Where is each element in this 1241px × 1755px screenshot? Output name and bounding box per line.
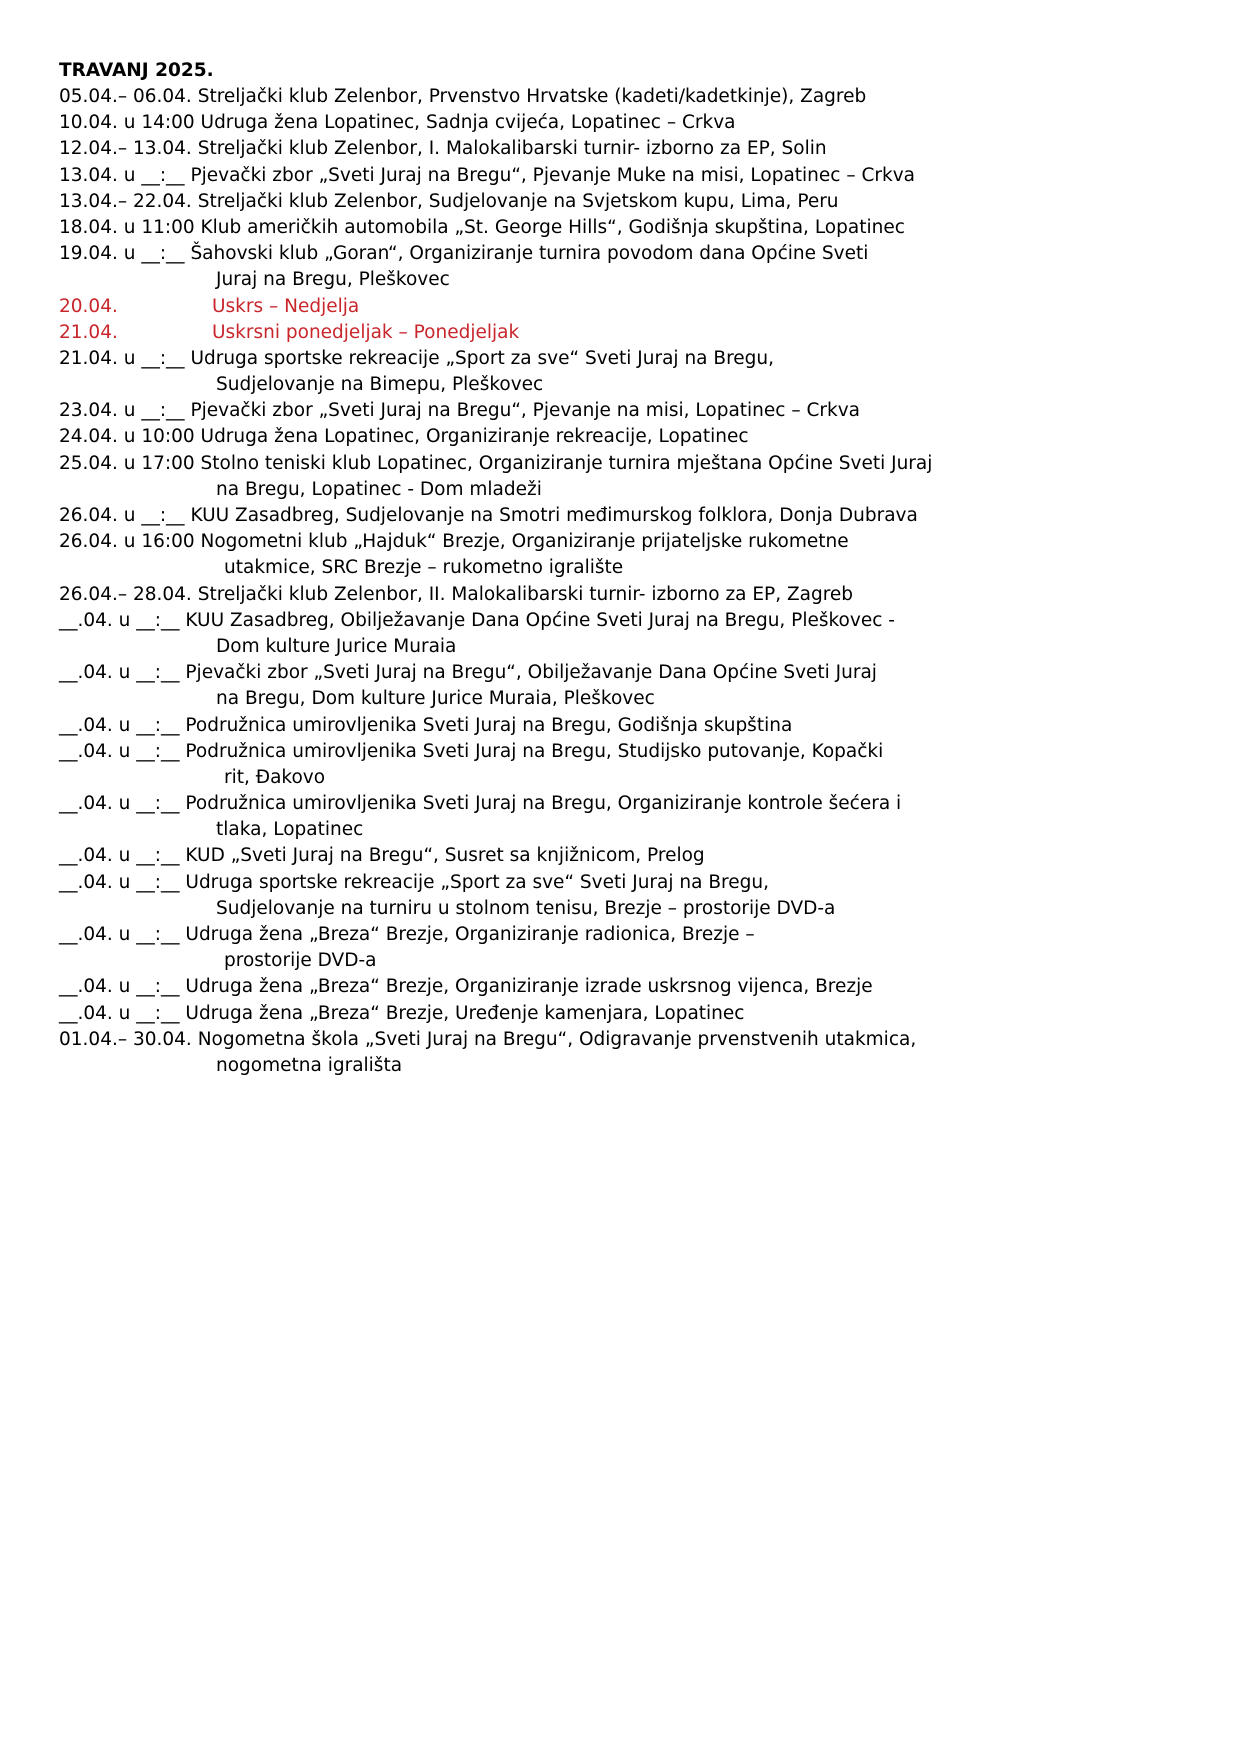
event-line: __.04. u __:__ Udruga žena „Breza“ Brezje, Organiziranje radionica, Brezje – xyxy=(59,924,755,945)
event-entry xyxy=(59,1001,1179,1027)
event-line-continuation: rit, Đakovo xyxy=(224,766,326,788)
holiday-label: Uskrsni ponedjeljak – Ponedjeljak xyxy=(212,321,520,343)
event-entry xyxy=(59,163,1179,189)
event-line-continuation: Juraj na Bregu, Pleškovec xyxy=(216,269,450,291)
event-line: 26.04.– 28.04. Streljački klub Zelenbor, II. Malokalibarski turnir- izborno za EP, Zagreb xyxy=(59,583,854,605)
event-line-continuation: Sudjelovanje na Bimepu, Pleškovec xyxy=(216,374,544,396)
holiday-date: 20.04. xyxy=(59,295,118,317)
event-line: 26.04. u 16:00 Nogometni klub „Hajduk“ Brezje, Organiziranje prijateljske rukometne xyxy=(59,531,849,553)
event-line: 21.04. u __:__ Udruga sportske rekreacije „Sport za sve“ Sveti Juraj na Bregu, xyxy=(59,347,775,369)
event-line: __.04. u __:__ Udruga sportske rekreacije „Sport za sve“ Sveti Juraj na Bregu, xyxy=(59,871,769,893)
event-entry xyxy=(59,346,1179,398)
event-line: __.04. u __:__ Podružnica umirovljenika Sveti Juraj na Bregu, Organiziranje kontrole šećera i xyxy=(59,793,902,815)
event-line: 13.04.– 22.04. Streljački klub Zelenbor, Sudjelovanje na Svjetskom kupu, Lima, Peru xyxy=(59,190,839,212)
event-line-continuation: na Bregu, Dom kulture Jurice Muraia, Pleškovec xyxy=(216,688,655,710)
event-line: 19.04. u __:__ Šahovski klub „Goran“, Organiziranje turnira povodom dana Općine Sveti xyxy=(59,243,869,265)
event-line: 10.04. u 14:00 Udruga žena Lopatinec, Sadnja cvijeća, Lopatinec – Crkva xyxy=(59,112,736,134)
event-entry xyxy=(59,189,1179,215)
event-entry xyxy=(59,660,1179,712)
event-line: 13.04. u __:__ Pjevački zbor „Sveti Juraj na Bregu“, Pjevanje Muke na misi, Lopatinec – Crkva xyxy=(59,164,915,186)
event-line: 25.04. u 17:00 Stolno teniski klub Lopatinec, Organiziranje turnira mještana Općine Sveti Juraj xyxy=(59,452,933,474)
event-line: __.04. u __:__ Podružnica umirovljenika Sveti Juraj na Bregu, Studijsko putovanje, Kopački xyxy=(59,740,884,762)
event-line: 05.04.– 06.04. Streljački klub Zelenbor, Prvenstvo Hrvatske (kadeti/kadetkinje), Zagreb xyxy=(59,86,867,107)
event-entry xyxy=(59,922,1179,974)
event-entry xyxy=(59,739,1179,791)
event-line: __.04. u __:__ Pjevački zbor „Sveti Juraj na Bregu“, Obilježavanje Dana Općine Sveti Juraj xyxy=(59,662,877,684)
event-line: __.04. u __:__ KUD „Sveti Juraj na Bregu“, Susret sa knjižnicom, Prelog xyxy=(59,845,705,867)
event-entry xyxy=(59,424,1179,450)
event-entry xyxy=(59,608,1179,660)
event-entry xyxy=(59,870,1179,922)
event-line: 24.04. u 10:00 Udruga žena Lopatinec, Organiziranje rekreacije, Lopatinec xyxy=(59,426,749,448)
holiday-date: 21.04. xyxy=(59,321,118,343)
event-line: 23.04. u __:__ Pjevački zbor „Sveti Juraj na Bregu“, Pjevanje na misi, Lopatinec – Crkva xyxy=(59,400,860,422)
event-line: 26.04. u __:__ KUU Zasadbreg, Sudjelovanje na Smotri međimurskog folklora, Donja Dubrava xyxy=(59,505,918,526)
document-page xyxy=(59,58,1179,1079)
event-line: 12.04.– 13.04. Streljački klub Zelenbor, I. Malokalibarski turnir- izborno za EP, Solin xyxy=(59,138,827,160)
event-entry xyxy=(59,1027,1179,1079)
event-line-continuation: prostorije DVD-a xyxy=(224,950,377,972)
event-entry xyxy=(59,529,1179,581)
event-entry xyxy=(59,843,1179,869)
event-line: __.04. u __:__ Udruga žena „Breza“ Brezje, Uređenje kamenjara, Lopatinec xyxy=(59,1002,745,1024)
holiday-entry xyxy=(59,320,1179,346)
event-line: __.04. u __:__ Udruga žena „Breza“ Brezje, Organiziranje izrade uskrsnog vijenca, Brezje xyxy=(59,976,873,998)
event-entry xyxy=(59,791,1179,843)
event-line-continuation: utakmice, SRC Brezje – rukometno igralište xyxy=(224,557,624,579)
event-entry xyxy=(59,136,1179,162)
event-entry xyxy=(59,398,1179,424)
page-title: TRAVANJ 2025. xyxy=(59,60,214,81)
event-line: 01.04.– 30.04. Nogometna škola „Sveti Juraj na Bregu“, Odigravanje prvenstvenih utakmica, xyxy=(59,1028,917,1050)
event-entry xyxy=(59,110,1179,136)
event-line-continuation: nogometna igrališta xyxy=(216,1054,403,1076)
event-entry xyxy=(59,84,1179,110)
holiday-label: Uskrs – Nedjelja xyxy=(212,295,360,317)
event-line: __.04. u __:__ KUU Zasadbreg, Obilježavanje Dana Općine Sveti Juraj na Bregu, Pleškovec - xyxy=(59,609,895,631)
event-entry xyxy=(59,215,1179,241)
event-line-continuation: Sudjelovanje na turniru u stolnom tenisu, Brezje – prostorije DVD-a xyxy=(216,897,836,919)
event-entry xyxy=(59,713,1179,739)
event-entry xyxy=(59,974,1179,1000)
event-line-continuation: na Bregu, Lopatinec - Dom mladeži xyxy=(216,478,542,500)
event-entry xyxy=(59,582,1179,608)
holiday-entry xyxy=(59,294,1179,320)
event-entry xyxy=(59,503,1179,529)
event-entry xyxy=(59,451,1179,503)
event-line-continuation: Dom kulture Jurice Muraia xyxy=(216,635,457,657)
event-entry xyxy=(59,241,1179,293)
event-line-continuation: tlaka, Lopatinec xyxy=(216,819,364,841)
event-line: __.04. u __:__ Podružnica umirovljenika Sveti Juraj na Bregu, Godišnja skupština xyxy=(59,714,793,736)
event-line: 18.04. u 11:00 Klub američkih automobila „St. George Hills“, Godišnja skupština, Lopatinec xyxy=(59,216,905,238)
